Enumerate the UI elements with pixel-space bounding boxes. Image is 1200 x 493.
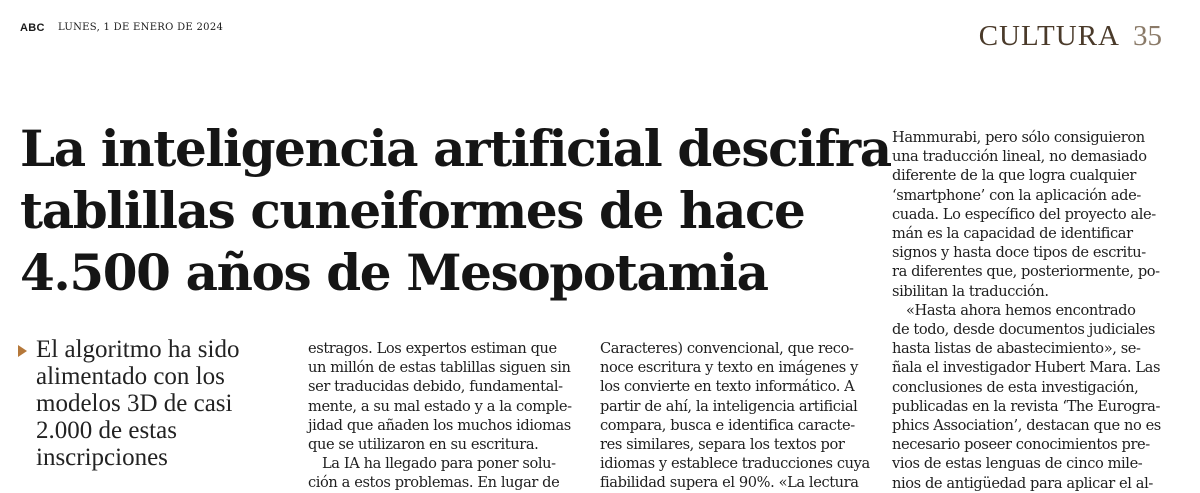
body-line: fiabilidad supera el 90%. «La lectura [600,474,859,492]
body-line: necesario poseer conocimientos pre- [892,436,1150,454]
body-line: phics Association’, destacan que no es [892,417,1161,435]
body-line: sibilitan la traducción. [892,282,1049,300]
body-line: mán es la capacidad de identificar [892,225,1133,243]
publication-name: ABC [20,22,45,34]
section-title: CULTURA [978,20,1120,52]
body-column-1 [308,339,580,493]
body-line: mente, a su mal estado y a la comple- [308,397,572,415]
triangle-bullet-icon [18,345,27,357]
body-line: ción a estos problemas. En lugar de [308,474,560,492]
body-line: de todo, desde documentos judiciales [892,321,1155,339]
subheadline-line: inscripciones [36,444,168,471]
body-line: Hammurabi, pero sólo consiguieron [892,129,1145,146]
body-line: ra diferentes que, posteriormente, po- [892,263,1160,281]
body-line: hasta listas de abastecimiento», se- [892,340,1141,358]
body-line: «Hasta ahora hemos encontrado [906,301,1136,319]
body-line: idiomas y establece traducciones cuya [600,455,870,473]
body-column-2 [600,339,872,493]
body-line: cuada. Lo específico del proyecto ale- [892,205,1156,223]
body-line: res similares, separa los textos por [600,436,845,454]
subheadline-line: El algoritmo ha sido [36,336,240,363]
body-line: signos y hasta doce tipos de escritu- [892,244,1146,262]
subheadline-line: modelos 3D de casi [36,390,233,417]
body-line: ‘smartphone’ con la aplicación ade- [892,186,1141,204]
body-line: diferente de la que logra cualquier [892,167,1136,185]
headline-line: 4.500 años de Mesopotamia [20,243,768,302]
body-line: ñala el investigador Hubert Mara. Las [892,359,1161,377]
body-line: vios de estas lenguas de cinco mile- [892,455,1143,473]
issue-date: LUNES, 1 DE ENERO DE 2024 [58,22,224,33]
subheadline-text [36,336,286,471]
page-number: 35 [1133,20,1162,52]
body-line: publicadas en la revista ‘The Eurogra- [892,397,1160,415]
subheadline-line: 2.000 de estas [36,417,177,444]
body-line: estragos. Los expertos estiman que [308,340,557,357]
article-headline [20,118,891,304]
body-line: jidad que añaden los muchos idiomas [308,416,571,434]
body-line: una traducción lineal, no demasiado [892,148,1147,166]
body-line: Caracteres) convencional, que reco- [600,340,854,357]
body-line: ser traducidas debido, fundamental- [308,378,563,396]
body-line: que se utilizaron en su escritura. [308,436,539,454]
headline-line: La inteligencia artificial descifra [20,119,891,178]
headline-line: tablillas cuneiformes de hace [20,181,805,240]
body-column-3 [892,128,1164,493]
subheadline-line: alimentado con los [36,363,225,390]
body-line: un millón de estas tablillas siguen sin [308,359,571,377]
body-line: nios de antigüedad para aplicar el al- [892,474,1153,492]
body-line: partir de ahí, la inteligencia artificial [600,397,858,415]
body-line: conclusiones de esta investigación, [892,378,1139,396]
body-line: compara, busca e identifica caracte- [600,416,855,434]
body-line: La IA ha llegado para poner solu- [322,455,556,473]
body-line: los convierte en texto informático. A [600,378,855,396]
body-line: noce escritura y texto en imágenes y [600,359,858,377]
page-header [0,0,1200,60]
